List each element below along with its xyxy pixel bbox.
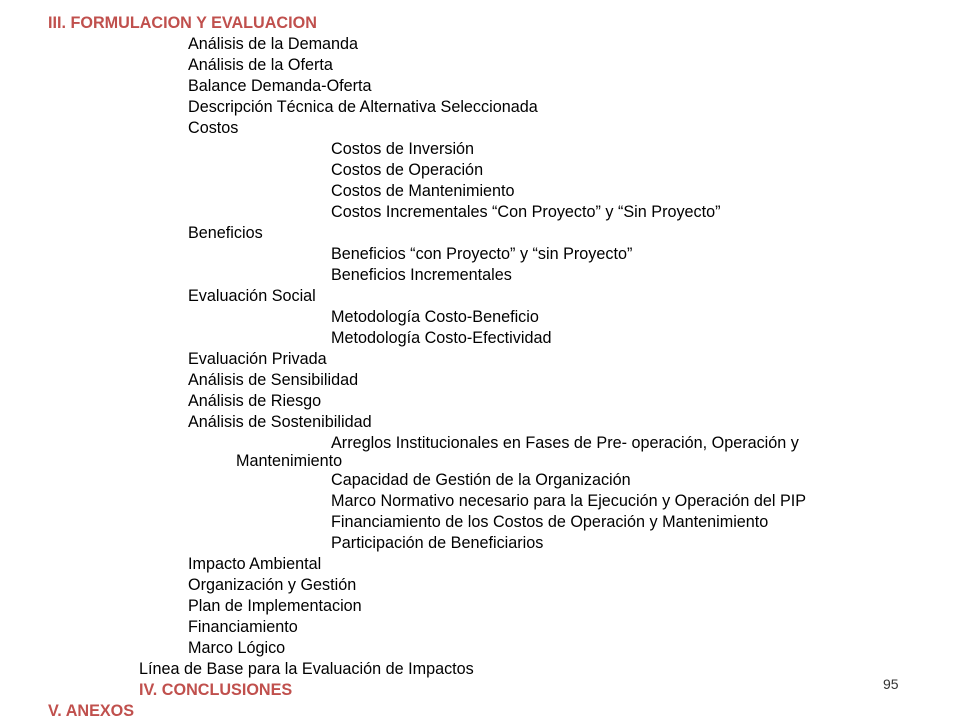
subitem-arreglos-institucionales: Arreglos Institucionales en Fases de Pre- operación, Operación y: [331, 434, 799, 452]
item-marco-logico: Marco Lógico: [188, 639, 286, 657]
heading-conclusiones: IV. CONCLUSIONES: [139, 681, 293, 699]
item-financiamiento: Financiamiento: [188, 618, 298, 636]
item-costos: Costos: [188, 119, 239, 137]
item-analisis-sensibilidad: Análisis de Sensibilidad: [188, 371, 359, 389]
heading-anexos: V. ANEXOS: [48, 702, 135, 720]
subitem-costos-incrementales: Costos Incrementales “Con Proyecto” y “Sin Proyecto”: [331, 203, 721, 221]
subitem-capacidad-gestion: Capacidad de Gestión de la Organización: [331, 471, 631, 489]
subitem-beneficios-con-sin-proyecto: Beneficios “con Proyecto” y “sin Proyecto”: [331, 245, 633, 263]
item-beneficios: Beneficios: [188, 224, 263, 242]
item-organizacion-gestion: Organización y Gestión: [188, 576, 357, 594]
subitem-beneficios-incrementales: Beneficios Incrementales: [331, 266, 512, 284]
subitem-costos-operacion: Costos de Operación: [331, 161, 484, 179]
item-analisis-riesgo: Análisis de Riesgo: [188, 392, 322, 410]
subitem-costos-mantenimiento: Costos de Mantenimiento: [331, 182, 515, 200]
page-number: 95: [883, 676, 899, 692]
subitem-costos-inversion: Costos de Inversión: [331, 140, 475, 158]
item-balance-demanda-oferta: Balance Demanda-Oferta: [188, 77, 372, 95]
item-analisis-sostenibilidad: Análisis de Sostenibilidad: [188, 413, 372, 431]
item-analisis-demanda: Análisis de la Demanda: [188, 35, 359, 53]
item-plan-implementacion: Plan de Implementacion: [188, 597, 362, 615]
subitem-marco-normativo: Marco Normativo necesario para la Ejecución y Operación del PIP: [331, 492, 807, 510]
subitem-metodologia-costo-beneficio: Metodología Costo-Beneficio: [331, 308, 539, 326]
subitem-financiamiento-costos: Financiamiento de los Costos de Operación y Mantenimiento: [331, 513, 769, 531]
item-impacto-ambiental: Impacto Ambiental: [188, 555, 322, 573]
item-evaluacion-social: Evaluación Social: [188, 287, 316, 305]
heading-formulacion: III. FORMULACION Y EVALUACION: [48, 14, 317, 32]
item-analisis-oferta: Análisis de la Oferta: [188, 56, 333, 74]
subitem-participacion-beneficiarios: Participación de Beneficiarios: [331, 534, 544, 552]
subitem-arreglos-institucionales-cont: Mantenimiento: [236, 452, 343, 470]
item-descripcion-tecnica: Descripción Técnica de Alternativa Seleccionada: [188, 98, 538, 116]
item-evaluacion-privada: Evaluación Privada: [188, 350, 327, 368]
item-linea-base: Línea de Base para la Evaluación de Impactos: [139, 660, 474, 678]
subitem-metodologia-costo-efectividad: Metodología Costo-Efectividad: [331, 329, 552, 347]
